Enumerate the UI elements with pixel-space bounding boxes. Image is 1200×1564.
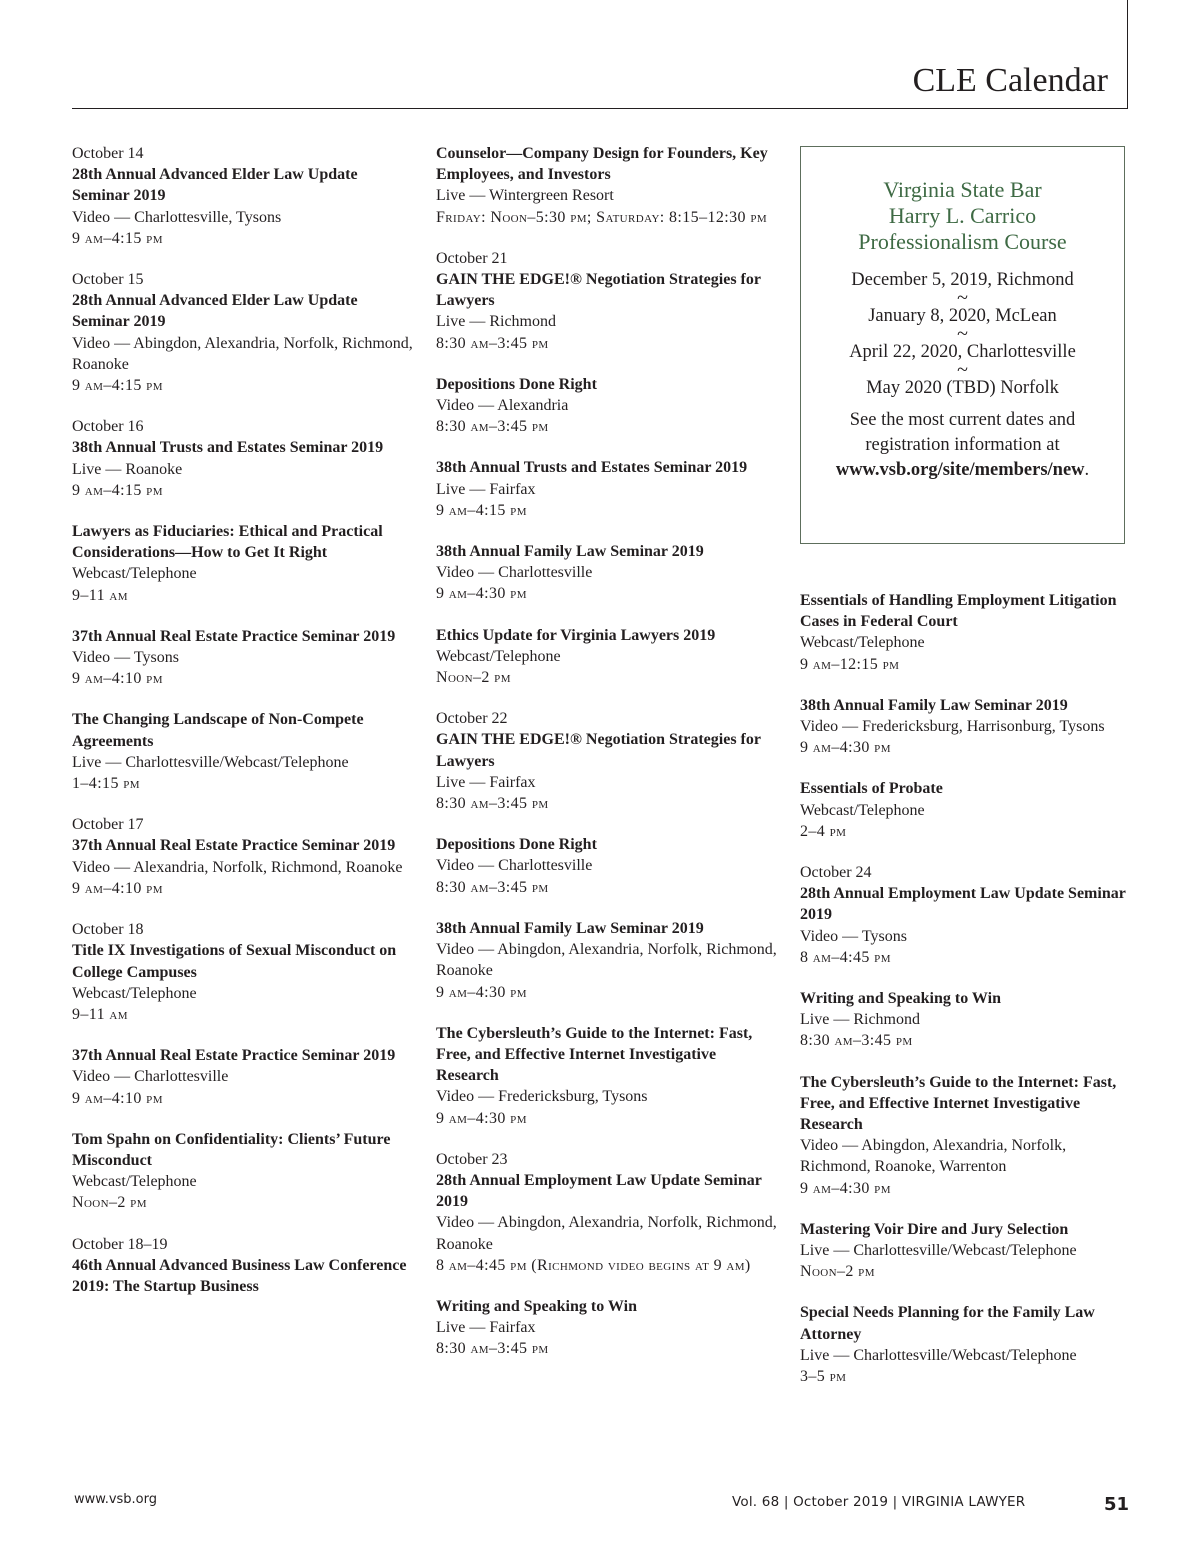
calendar-entry <box>72 626 417 690</box>
entry-time: 8:30 am–3:45 pm <box>800 1032 913 1050</box>
entry-time: Noon–2 pm <box>72 1194 147 1212</box>
page-number: 51 <box>1104 1494 1130 1515</box>
entry-time: 9 am–4:15 pm <box>72 377 163 395</box>
entry-venue: Webcast/Telephone <box>800 634 925 652</box>
entry-time: 8 am–4:45 pm (Richmond video begins at 9 am) <box>436 1256 751 1274</box>
entry-date: October 17 <box>72 816 144 834</box>
box-title-line: Harry L. Carrico <box>888 203 1037 228</box>
entry-venue: Video — Fredericksburg, Tysons <box>436 1088 648 1106</box>
entry-title: The Cybersleuth’s Guide to the Internet: Fast, Free, and Effective Internet Investigative Research <box>800 1073 1117 1134</box>
entry-title: Mastering Voir Dire and Jury Selection <box>800 1220 1069 1238</box>
calendar-entry <box>800 988 1130 1052</box>
entry-time: 9 am–4:30 pm <box>436 585 527 603</box>
calendar-entry <box>436 1023 781 1129</box>
entry-title: Counselor—Company Design for Founders, Key Employees, and Investors <box>436 145 768 184</box>
entry-title: 37th Annual Real Estate Practice Seminar 2019 <box>72 837 396 855</box>
entry-title: Essentials of Handling Employment Litigation Cases in Federal Court <box>800 592 1117 631</box>
entry-date: October 21 <box>436 249 508 267</box>
calendar-entry <box>72 709 417 794</box>
entry-time: 9 am–12:15 pm <box>800 655 900 673</box>
entry-venue: Webcast/Telephone <box>72 565 197 583</box>
entry-time: 9 am–4:10 pm <box>72 1089 163 1107</box>
calendar-entry <box>436 918 781 1003</box>
calendar-column-3 <box>800 590 1130 1407</box>
header-vertical-rule <box>1127 0 1128 109</box>
footer-website: www.vsb.org <box>74 1492 158 1507</box>
entry-time: 8:30 am–3:45 pm <box>436 878 549 896</box>
calendar-entry <box>436 457 781 521</box>
entry-time: 9 am–4:15 pm <box>436 501 527 519</box>
entry-venue: Live — Fairfax <box>436 480 536 498</box>
entry-venue: Video — Abingdon, Alexandria, Norfolk, Richmond, Roanoke <box>72 334 413 373</box>
entry-venue: Live — Charlottesville/Webcast/Telephone <box>72 753 349 771</box>
entry-time: 9 am–4:15 pm <box>72 229 163 247</box>
entry-venue: Live — Richmond <box>436 313 556 331</box>
entry-venue: Video — Alexandria <box>436 397 569 415</box>
entry-date: October 18 <box>72 921 144 939</box>
entry-venue: Video — Alexandria, Norfolk, Richmond, Roanoke <box>72 858 403 876</box>
entry-date: October 14 <box>72 145 144 162</box>
entry-time: 9 am–4:30 pm <box>436 1109 527 1127</box>
calendar-entry <box>72 919 417 1025</box>
entry-title: Depositions Done Right <box>436 836 597 854</box>
entry-venue: Live — Fairfax <box>436 1319 536 1337</box>
page-title: CLE Calendar <box>912 62 1108 99</box>
calendar-entry <box>800 1072 1130 1199</box>
tilde-separator: ~ <box>957 323 968 345</box>
entry-title: The Changing Landscape of Non-Compete Agreements <box>72 711 364 750</box>
box-title <box>801 177 1124 255</box>
entry-title: Essentials of Probate <box>800 780 943 798</box>
calendar-entry <box>436 248 781 354</box>
header-rule <box>72 108 1128 109</box>
calendar-entry <box>436 143 781 228</box>
entry-time: 9 am–4:30 pm <box>436 983 527 1001</box>
entry-time: 9 am–4:15 pm <box>72 481 163 499</box>
box-url-suffix: . <box>1084 460 1090 480</box>
entry-title: Ethics Update for Virginia Lawyers 2019 <box>436 626 716 644</box>
entry-time: 9 am–4:30 pm <box>800 739 891 757</box>
entry-date: October 23 <box>436 1150 508 1168</box>
calendar-column-2 <box>436 143 781 1380</box>
entry-title: Title IX Investigations of Sexual Misconduct on College Campuses <box>72 942 397 981</box>
calendar-entry <box>800 1302 1130 1387</box>
entry-time: 8:30 am–3:45 pm <box>436 795 549 813</box>
entry-venue: Webcast/Telephone <box>800 801 925 819</box>
entry-time: 9 am–4:10 pm <box>72 670 163 688</box>
box-note-text: See the most current dates and registration information at <box>849 410 1076 455</box>
calendar-entry <box>436 1149 781 1276</box>
box-date: May 2020 (TBD) Norfolk <box>866 378 1059 398</box>
entry-time: Noon–2 pm <box>436 669 511 687</box>
calendar-entry <box>800 590 1130 675</box>
entry-venue: Webcast/Telephone <box>72 984 197 1002</box>
entry-date: October 18–19 <box>72 1235 168 1253</box>
entry-title: 38th Annual Family Law Seminar 2019 <box>436 543 704 561</box>
calendar-entry <box>72 416 417 501</box>
entry-time: 9–11 am <box>72 1005 128 1023</box>
entry-date: October 24 <box>800 864 872 882</box>
entry-title: 28th Annual Employment Law Update Seminar 2019 <box>436 1171 762 1211</box>
tilde-separator: ~ <box>957 287 968 309</box>
calendar-entry <box>800 862 1130 968</box>
entry-date: October 16 <box>72 418 144 436</box>
calendar-entry <box>800 778 1130 842</box>
calendar-entry <box>436 834 781 898</box>
entry-title: Depositions Done Right <box>436 375 597 393</box>
calendar-entry <box>436 625 781 689</box>
box-url-link[interactable]: www.vsb.org/site/members/new <box>835 460 1085 480</box>
entry-title: 28th Annual Employment Law Update Seminar 2019 <box>800 885 1126 924</box>
entry-venue: Live — Fairfax <box>436 773 536 791</box>
calendar-entry <box>436 708 781 814</box>
entry-venue: Video — Abingdon, Alexandria, Norfolk, Richmond, Roanoke <box>436 941 777 980</box>
entry-venue: Video — Charlottesville <box>436 857 593 875</box>
calendar-entry <box>436 1296 781 1360</box>
box-date: January 8, 2020, McLean <box>868 306 1057 326</box>
entry-title: Writing and Speaking to Win <box>436 1297 637 1315</box>
calendar-entry <box>72 1045 417 1109</box>
entry-venue: Video — Fredericksburg, Harrisonburg, Tysons <box>800 718 1105 736</box>
entry-venue: Video — Charlottesville, Tysons <box>72 208 282 226</box>
calendar-entry <box>436 541 781 605</box>
entry-venue: Live — Charlottesville/Webcast/Telephone <box>800 1346 1077 1364</box>
entry-title: Lawyers as Fiduciaries: Ethical and Practical Considerations—How to Get It Right <box>72 523 383 562</box>
box-title-line: Virginia State Bar <box>883 177 1042 202</box>
entry-time: 2–4 pm <box>800 822 847 840</box>
box-note <box>801 408 1124 483</box>
entry-time: 1–4:15 pm <box>72 775 140 793</box>
box-dates <box>801 268 1124 400</box>
entry-time: 3–5 pm <box>800 1368 847 1386</box>
entry-title: 28th Annual Advanced Elder Law Update Seminar 2019 <box>72 166 358 205</box>
entry-venue: Webcast/Telephone <box>436 647 561 665</box>
entry-venue: Live — Roanoke <box>72 460 183 478</box>
footer-issue: Vol. 68 | October 2019 | VIRGINIA LAWYER <box>732 1494 1026 1510</box>
entry-title: 38th Annual Trusts and Estates Seminar 2019 <box>436 459 748 477</box>
entry-venue: Webcast/Telephone <box>72 1173 197 1191</box>
entry-title: 37th Annual Real Estate Practice Seminar 2019 <box>72 627 396 645</box>
entry-venue: Live — Wintergreen Resort <box>436 187 614 205</box>
calendar-entry <box>800 695 1130 759</box>
entry-title: GAIN THE EDGE!® Negotiation Strategies for Lawyers <box>436 271 761 310</box>
entry-title: 46th Annual Advanced Business Law Conference 2019: The Startup Business <box>72 1256 407 1295</box>
box-date: December 5, 2019, Richmond <box>851 270 1074 290</box>
calendar-entry <box>72 269 417 396</box>
calendar-entry <box>72 1234 417 1298</box>
entry-date: October 15 <box>72 271 144 289</box>
entry-venue: Video — Abingdon, Alexandria, Norfolk, Richmond, Roanoke, Warrenton <box>800 1137 1067 1176</box>
entry-title: 37th Annual Real Estate Practice Seminar 2019 <box>72 1047 396 1065</box>
entry-time: 8:30 am–3:45 pm <box>436 1340 549 1358</box>
entry-venue: Video — Tysons <box>800 927 907 945</box>
tilde-separator: ~ <box>957 359 968 381</box>
box-date: April 22, 2020, Charlottesville <box>849 342 1076 362</box>
entry-title: 28th Annual Advanced Elder Law Update Seminar 2019 <box>72 292 358 331</box>
professionalism-course-box <box>800 146 1125 544</box>
entry-venue: Video — Charlottesville <box>72 1068 229 1086</box>
entry-time: Friday: Noon–5:30 pm; Saturday: 8:15–12:30 pm <box>436 208 768 226</box>
entry-title: GAIN THE EDGE!® Negotiation Strategies for Lawyers <box>436 731 761 770</box>
entry-title: 38th Annual Family Law Seminar 2019 <box>800 696 1068 714</box>
calendar-entry <box>72 521 417 606</box>
entry-time: 8 am–4:45 pm <box>800 948 891 966</box>
entry-time: Noon–2 pm <box>800 1263 875 1281</box>
entry-title: Writing and Speaking to Win <box>800 990 1001 1008</box>
entry-title: The Cybersleuth’s Guide to the Internet: Fast, Free, and Effective Internet Investigative Research <box>436 1024 753 1085</box>
calendar-entry <box>436 374 781 438</box>
entry-title: 38th Annual Trusts and Estates Seminar 2019 <box>72 439 384 457</box>
entry-time: 9 am–4:10 pm <box>72 879 163 897</box>
entry-time: 9 am–4:30 pm <box>800 1179 891 1197</box>
entry-venue: Live — Richmond <box>800 1011 920 1029</box>
entry-venue: Live — Charlottesville/Webcast/Telephone <box>800 1242 1077 1260</box>
calendar-entry <box>72 143 417 249</box>
calendar-entry <box>800 1219 1130 1283</box>
entry-venue: Video — Abingdon, Alexandria, Norfolk, Richmond, Roanoke <box>436 1214 777 1253</box>
entry-venue: Video — Charlottesville <box>436 564 593 582</box>
calendar-entry <box>72 814 417 899</box>
entry-title: 38th Annual Family Law Seminar 2019 <box>436 919 704 937</box>
entry-title: Tom Spahn on Confidentiality: Clients’ Future Misconduct <box>72 1130 391 1169</box>
calendar-entry <box>72 1129 417 1214</box>
calendar-column-1 <box>72 143 417 1317</box>
entry-venue: Video — Tysons <box>72 649 179 667</box>
entry-date: October 22 <box>436 710 508 728</box>
entry-title: Special Needs Planning for the Family Law Attorney <box>800 1304 1095 1343</box>
entry-time: 9–11 am <box>72 586 128 604</box>
box-title-line: Professionalism Course <box>858 229 1067 254</box>
entry-time: 8:30 am–3:45 pm <box>436 418 549 436</box>
entry-time: 8:30 am–3:45 pm <box>436 334 549 352</box>
